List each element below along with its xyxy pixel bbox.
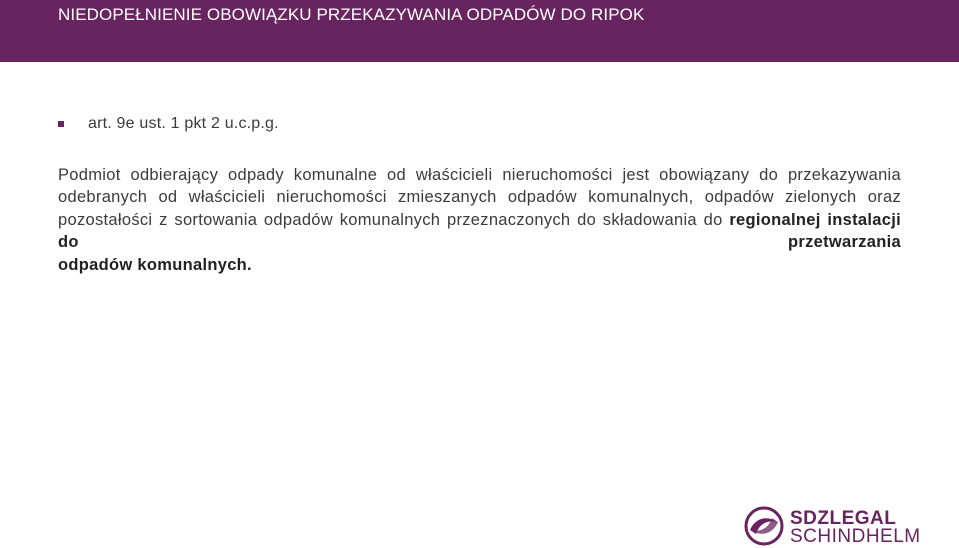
logo-text-bottom: SCHINDHELM	[790, 526, 921, 547]
title-bar	[0, 0, 959, 62]
paragraph-text: Podmiot odbierający odpady komunalne od właścicieli nieruchomości jest obowiązany do przekazywania odebranych od właścicieli nieruchomości zmieszanych odpadów komunalnych, odpadów zielonych oraz pozostałości z sortowania odpadów komunalnych przeznaczonych do składowania do	[58, 166, 901, 229]
company-logo	[744, 506, 924, 546]
legal-reference: art. 9e ust. 1 pkt 2 u.c.p.g.	[88, 115, 279, 132]
slide-title: NIEDOPEŁNIENIE OBOWIĄZKU PRZEKAZYWANIA ODPADÓW DO RIPOK	[58, 5, 645, 24]
paragraph-bold-text: regionalnej instalacji do przetwarzania	[58, 210, 901, 252]
logo-text-top: SDZLEGAL	[790, 508, 897, 529]
square-bullet-icon	[58, 121, 64, 127]
paragraph-bold-text-end: odpadów komunalnych.	[58, 255, 252, 274]
bullet-item	[58, 113, 279, 135]
logo-swirl-icon	[744, 506, 784, 546]
body-paragraph	[58, 164, 901, 276]
